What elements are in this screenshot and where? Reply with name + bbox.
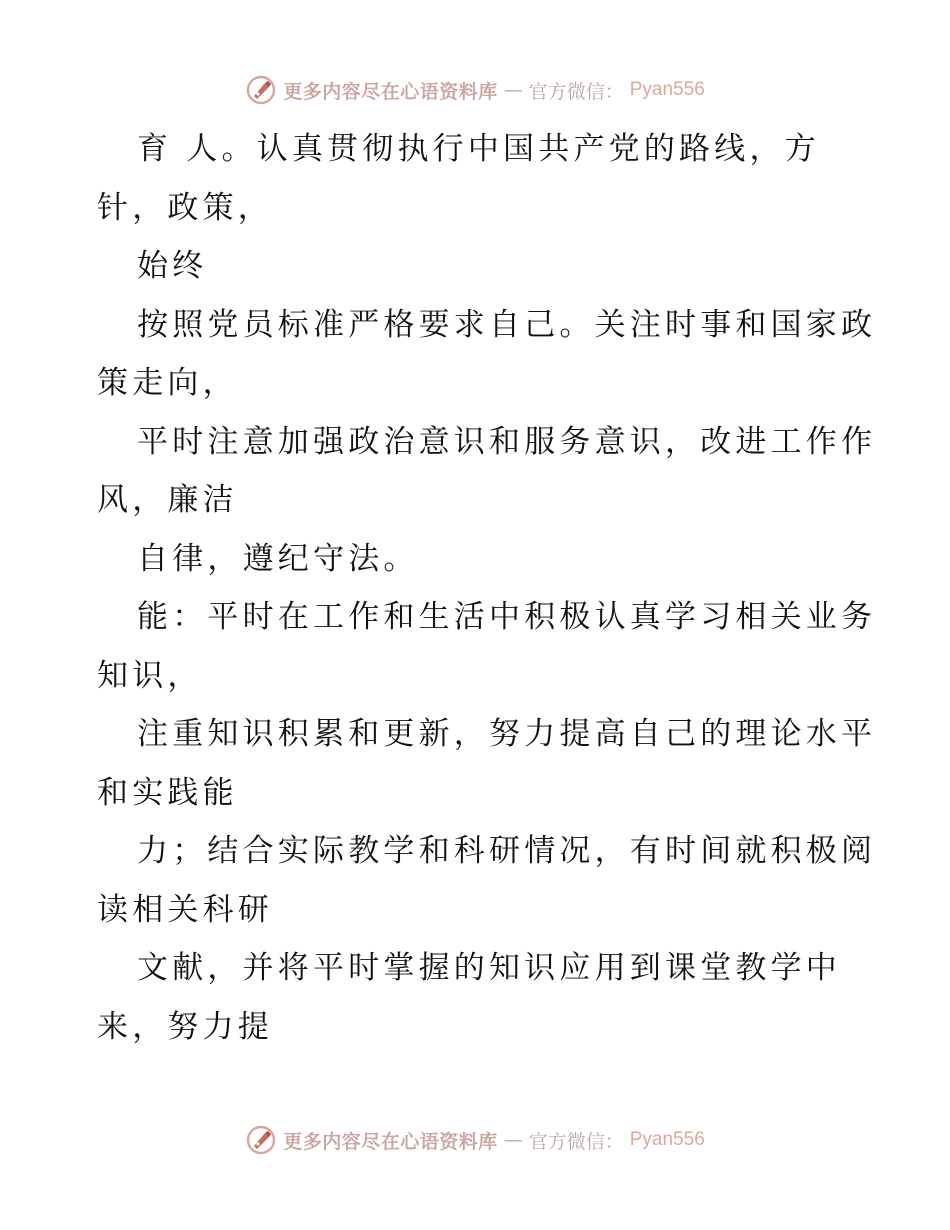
text-line: 读相关科研	[97, 891, 273, 928]
text-line: 针，政策，	[97, 189, 273, 226]
header-watermark-banner	[0, 70, 950, 110]
text-line: 力；结合实际教学和科研情况，有时间就积极阅	[137, 833, 877, 869]
watermark-wechat-id: Pyan556	[629, 1129, 705, 1150]
document-body	[97, 120, 877, 1056]
watermark-main-text: 更多内容尽在心语资料库	[283, 80, 498, 103]
watermark-content	[245, 1124, 705, 1156]
text-line: 按照党员标准严格要求自己。关注时事和国家政	[137, 306, 877, 343]
watermark-content	[245, 74, 705, 106]
text-line: 育 人。认真贯彻执行中国共产党的路线，方	[137, 131, 820, 167]
text-line: 风，廉洁	[97, 482, 238, 518]
watermark-main-text: 更多内容尽在心语资料库	[283, 1130, 498, 1153]
text-line: 注重知识积累和更新，努力提高自己的理论水平	[137, 716, 877, 752]
watermark-separator: —	[503, 1129, 523, 1151]
watermark-wechat-id: Pyan556	[629, 79, 705, 100]
pen-nib-logo-icon	[245, 74, 277, 106]
text-line: 平时注意加强政治意识和服务意识，改进工作作	[137, 423, 877, 460]
text-line: 自律，遵纪守法。	[137, 540, 419, 577]
watermark-wechat-label: 官方微信：	[528, 1130, 624, 1153]
text-line: 能：平时在工作和生活中积极认真学习相关业务	[137, 599, 877, 635]
text-line: 文献，并将平时掌握的知识应用到课堂教学中	[137, 950, 841, 986]
footer-watermark-banner	[0, 1120, 950, 1160]
watermark-separator: —	[503, 79, 523, 101]
text-line: 知识，	[97, 657, 203, 694]
text-line: 始终	[137, 248, 208, 284]
text-line: 来，努力提	[97, 1008, 273, 1045]
pen-nib-logo-icon	[245, 1124, 277, 1156]
text-line: 和实践能	[97, 774, 238, 811]
watermark-wechat-label: 官方微信：	[528, 80, 624, 103]
text-line: 策走向，	[97, 365, 238, 401]
